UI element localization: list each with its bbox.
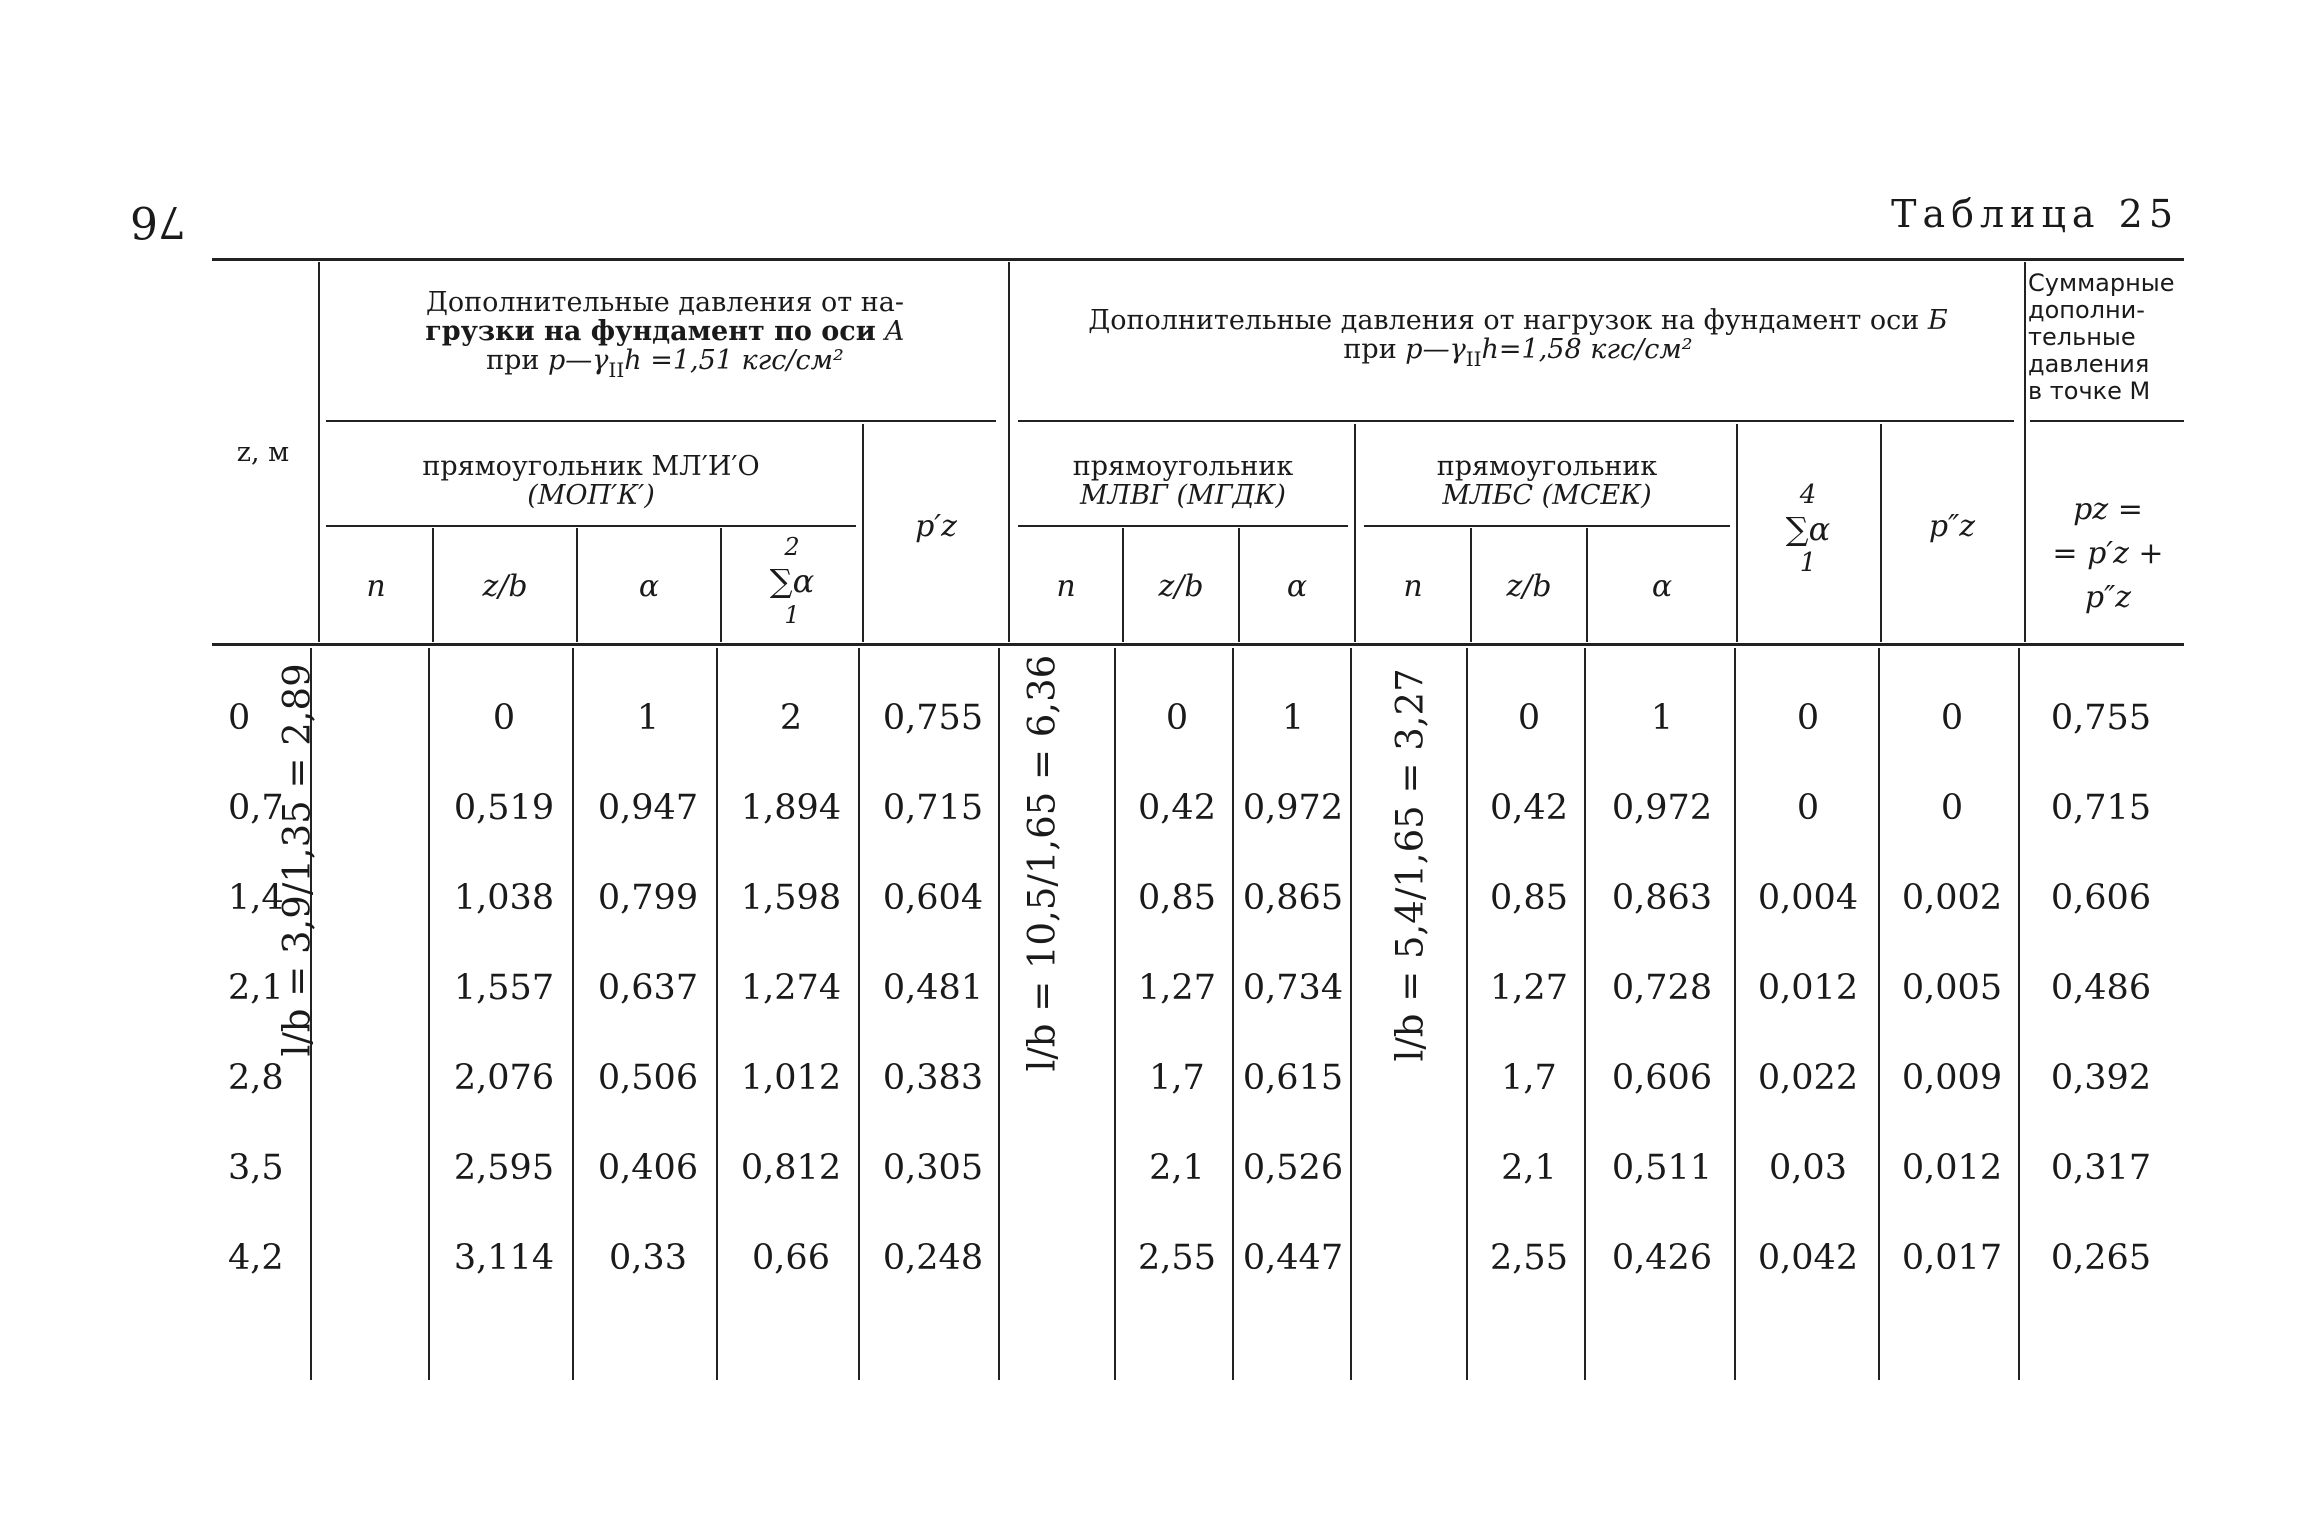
cell-pz2: 0,009 bbox=[1901, 1058, 2003, 1098]
header-alpha-2: α bbox=[1286, 569, 1308, 604]
cell-pz-sum: 0,715 bbox=[2050, 788, 2152, 828]
cell-sum-alpha-c: 0,012 bbox=[1757, 968, 1859, 1008]
cell-zb-c: 1,7 bbox=[1501, 1058, 1557, 1098]
cell-zb-c: 2,55 bbox=[1490, 1238, 1568, 1278]
cell-alpha-c: 0,972 bbox=[1611, 788, 1713, 828]
header-sum-alpha-14: 4 ∑α 1 bbox=[1785, 480, 1831, 578]
header-sum: Суммарные дополни- тельные давления в точке М bbox=[2028, 269, 2175, 405]
header-zb-3: z/b bbox=[1506, 569, 1552, 604]
cell-alpha-c: 0,728 bbox=[1611, 968, 1713, 1008]
header-group-b: Дополнительные давления от нагрузок на фундамент оси Б при $p—\gamma_{II}h=1,58$ кгс/см² bbox=[1088, 305, 1948, 371]
cell-alpha-b: 0,972 bbox=[1242, 788, 1344, 828]
header-group-a: Дополнительные давления от на- грузки на фундамент по оси А при $p—\gamma_{II}h =1,51$ кгс/см² bbox=[425, 287, 905, 382]
cell-pz1: 0,715 bbox=[882, 788, 984, 828]
cell-zb-c: 2,1 bbox=[1501, 1148, 1557, 1188]
cell-sum-alpha-a: 1,012 bbox=[740, 1058, 842, 1098]
cell-sum-alpha-a: 1,894 bbox=[740, 788, 842, 828]
cell-zb-b: 0 bbox=[1165, 698, 1189, 738]
header-rect2: прямоугольник МЛВГ (МГДК) bbox=[1072, 451, 1294, 511]
cell-alpha-a: 0,406 bbox=[597, 1148, 699, 1188]
cell-pz1: 0,481 bbox=[882, 968, 984, 1008]
cell-zb-a: 1,038 bbox=[453, 878, 555, 918]
cell-sum-alpha-c: 0,042 bbox=[1757, 1238, 1859, 1278]
cell-alpha-b: 0,526 bbox=[1242, 1148, 1344, 1188]
header-n-3: n bbox=[1403, 569, 1423, 604]
cell-zb-b: 1,7 bbox=[1149, 1058, 1205, 1098]
header-pz2: p″z bbox=[1928, 509, 1976, 544]
table-title: Таблица 25 bbox=[1891, 192, 2179, 236]
cell-pz2: 0 bbox=[1940, 698, 1964, 738]
cell-pz2: 0,002 bbox=[1901, 878, 2003, 918]
cell-zb-a: 1,557 bbox=[453, 968, 555, 1008]
cell-alpha-b: 0,865 bbox=[1242, 878, 1344, 918]
cell-zb-c: 0,85 bbox=[1490, 878, 1568, 918]
header-rect1: прямоугольник МЛ′И′О (МОП′К′) bbox=[422, 451, 760, 511]
cell-zb-c: 1,27 bbox=[1490, 968, 1568, 1008]
cell-sum-alpha-a: 0,66 bbox=[752, 1238, 830, 1278]
cell-z: 4,2 bbox=[228, 1238, 284, 1278]
cell-zb-c: 0,42 bbox=[1490, 788, 1568, 828]
cell-sum-alpha-a: 1,274 bbox=[740, 968, 842, 1008]
cell-alpha-a: 1 bbox=[636, 698, 660, 738]
cell-pz2: 0,012 bbox=[1901, 1148, 2003, 1188]
cell-zb-a: 0 bbox=[492, 698, 516, 738]
cell-pz1: 0,248 bbox=[882, 1238, 984, 1278]
cell-pz-sum: 0,755 bbox=[2050, 698, 2152, 738]
cell-sum-alpha-c: 0,022 bbox=[1757, 1058, 1859, 1098]
cell-zb-b: 0,85 bbox=[1138, 878, 1216, 918]
ratio-rect3: l/b = 5,4/1,65 = 3,27 bbox=[1388, 668, 1432, 1062]
header-pz-sum: pz = = p′z + p″z bbox=[2052, 492, 2164, 615]
header-alpha-1: α bbox=[638, 569, 660, 604]
cell-alpha-a: 0,506 bbox=[597, 1058, 699, 1098]
cell-z: 0,7 bbox=[228, 788, 284, 828]
cell-z: 2,1 bbox=[228, 968, 284, 1008]
cell-alpha-a: 0,799 bbox=[597, 878, 699, 918]
cell-alpha-a: 0,637 bbox=[597, 968, 699, 1008]
cell-zb-a: 2,595 bbox=[453, 1148, 555, 1188]
cell-zb-b: 1,27 bbox=[1138, 968, 1216, 1008]
cell-alpha-c: 0,426 bbox=[1611, 1238, 1713, 1278]
cell-alpha-b: 0,447 bbox=[1242, 1238, 1344, 1278]
cell-pz-sum: 0,317 bbox=[2050, 1148, 2152, 1188]
cell-sum-alpha-c: 0 bbox=[1796, 788, 1820, 828]
cell-pz2: 0,005 bbox=[1901, 968, 2003, 1008]
ratio-rect1: l/b = 3,9/1,35 = 2,89 bbox=[275, 663, 319, 1057]
cell-alpha-c: 0,606 bbox=[1611, 1058, 1713, 1098]
cell-sum-alpha-c: 0,004 bbox=[1757, 878, 1859, 918]
ratio-rect2: l/b = 10,5/1,65 = 6,36 bbox=[1020, 654, 1064, 1072]
cell-pz-sum: 0,486 bbox=[2050, 968, 2152, 1008]
cell-zb-a: 0,519 bbox=[453, 788, 555, 828]
cell-sum-alpha-a: 1,598 bbox=[740, 878, 842, 918]
header-zb-2: z/b bbox=[1158, 569, 1204, 604]
cell-pz1: 0,383 bbox=[882, 1058, 984, 1098]
header-zb-1: z/b bbox=[482, 569, 528, 604]
header-z: z, м bbox=[236, 437, 290, 468]
cell-alpha-c: 0,863 bbox=[1611, 878, 1713, 918]
cell-zb-a: 3,114 bbox=[453, 1238, 555, 1278]
header-rect3: прямоугольник МЛБС (МСЕК) bbox=[1436, 451, 1658, 511]
cell-pz2: 0,017 bbox=[1901, 1238, 2003, 1278]
cell-alpha-a: 0,947 bbox=[597, 788, 699, 828]
cell-z: 3,5 bbox=[228, 1148, 284, 1188]
cell-alpha-b: 0,615 bbox=[1242, 1058, 1344, 1098]
page-number: 76 bbox=[130, 196, 186, 247]
cell-alpha-c: 1 bbox=[1650, 698, 1674, 738]
header-n-1: n bbox=[366, 569, 386, 604]
cell-zb-b: 2,55 bbox=[1138, 1238, 1216, 1278]
header-alpha-3: α bbox=[1651, 569, 1673, 604]
cell-pz1: 0,755 bbox=[882, 698, 984, 738]
cell-zb-a: 2,076 bbox=[453, 1058, 555, 1098]
cell-alpha-a: 0,33 bbox=[609, 1238, 687, 1278]
cell-zb-b: 0,42 bbox=[1138, 788, 1216, 828]
cell-z: 2,8 bbox=[228, 1058, 284, 1098]
cell-pz-sum: 0,392 bbox=[2050, 1058, 2152, 1098]
cell-pz-sum: 0,265 bbox=[2050, 1238, 2152, 1278]
header-pz1: p′z bbox=[915, 509, 957, 544]
cell-z: 1,4 bbox=[228, 878, 284, 918]
cell-zb-b: 2,1 bbox=[1149, 1148, 1205, 1188]
cell-pz1: 0,604 bbox=[882, 878, 984, 918]
cell-alpha-c: 0,511 bbox=[1611, 1148, 1713, 1188]
cell-sum-alpha-a: 2 bbox=[779, 698, 803, 738]
header-sum-alpha-12: 2 ∑α 1 bbox=[769, 533, 815, 629]
cell-alpha-b: 1 bbox=[1281, 698, 1305, 738]
cell-pz1: 0,305 bbox=[882, 1148, 984, 1188]
cell-sum-alpha-a: 0,812 bbox=[740, 1148, 842, 1188]
cell-pz-sum: 0,606 bbox=[2050, 878, 2152, 918]
cell-pz2: 0 bbox=[1940, 788, 1964, 828]
cell-sum-alpha-c: 0 bbox=[1796, 698, 1820, 738]
cell-sum-alpha-c: 0,03 bbox=[1769, 1148, 1847, 1188]
cell-zb-c: 0 bbox=[1517, 698, 1541, 738]
cell-z: 0 bbox=[228, 698, 251, 738]
cell-alpha-b: 0,734 bbox=[1242, 968, 1344, 1008]
header-n-2: n bbox=[1056, 569, 1076, 604]
